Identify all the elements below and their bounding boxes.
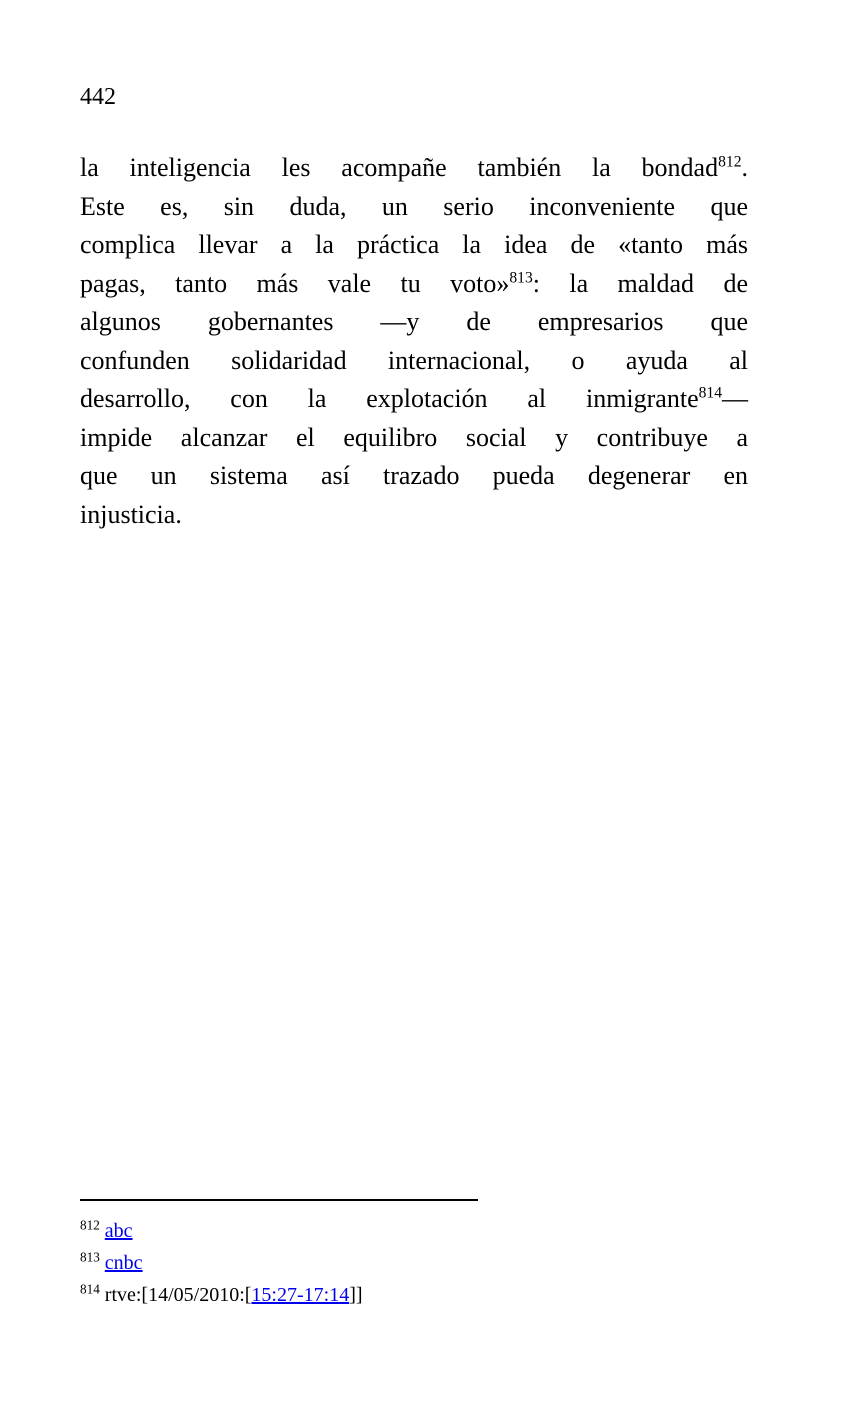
text-segment: rtve:[14/05/2010:[ (104, 1284, 252, 1306)
footnote-marker: 812 (80, 1217, 100, 1233)
paragraph-line (80, 457, 748, 496)
footnote-ref-814: 814 (698, 384, 722, 402)
paragraph-line (80, 303, 748, 342)
paragraph-line (80, 342, 748, 381)
text-segment: impide alcanzar el equilibro social y contribuye a (80, 422, 748, 452)
footnote-ref-813: 813 (509, 268, 533, 286)
footnotes (80, 1215, 748, 1311)
footnote-marker: 813 (80, 1249, 100, 1265)
text-segment: pagas, tanto más vale tu voto» (80, 268, 510, 298)
text-segment: : la maldad de (532, 268, 748, 298)
text-segment: la inteligencia les acompañe también la bondad (80, 153, 719, 182)
text-segment: que un sistema así trazado pueda degenerar en (80, 461, 748, 490)
text-segment: complica llevar a la práctica la idea de «tanto más (80, 230, 748, 259)
paragraph-line (80, 419, 748, 458)
body-paragraph (80, 149, 748, 534)
text-segment: — (722, 384, 748, 413)
text-segment: . (741, 153, 748, 182)
footnote-area (80, 1199, 748, 1311)
footnote-separator (80, 1199, 478, 1201)
paragraph-line (80, 226, 748, 265)
footnote-814 (80, 1279, 748, 1311)
paragraph-line (80, 380, 748, 419)
text-segment: confunden solidaridad internacional, o ayuda al (80, 345, 748, 375)
page-number: 442 (80, 84, 116, 110)
footnote-813 (80, 1247, 748, 1279)
text-segment: algunos gobernantes —y de empresarios que (80, 307, 748, 336)
paragraph-line (80, 149, 748, 188)
footnote-812 (80, 1215, 748, 1247)
footnote-link-cnbc[interactable]: cnbc (104, 1252, 143, 1274)
text-segment: ]] (349, 1284, 363, 1306)
paragraph-line (80, 496, 748, 535)
text-segment: injusticia. (80, 499, 182, 529)
paragraph-line (80, 265, 748, 304)
paragraph-line (80, 188, 748, 227)
footnote-link-abc[interactable]: abc (104, 1220, 133, 1242)
footnote-link-15-27-17-14[interactable]: 15:27-17:14 (251, 1284, 350, 1306)
footnote-ref-812: 812 (718, 153, 742, 171)
text-segment: Este es, sin duda, un serio inconveniente que (80, 191, 748, 221)
footnote-marker: 814 (80, 1281, 100, 1297)
text-segment: desarrollo, con la explotación al inmigrante (80, 384, 699, 413)
